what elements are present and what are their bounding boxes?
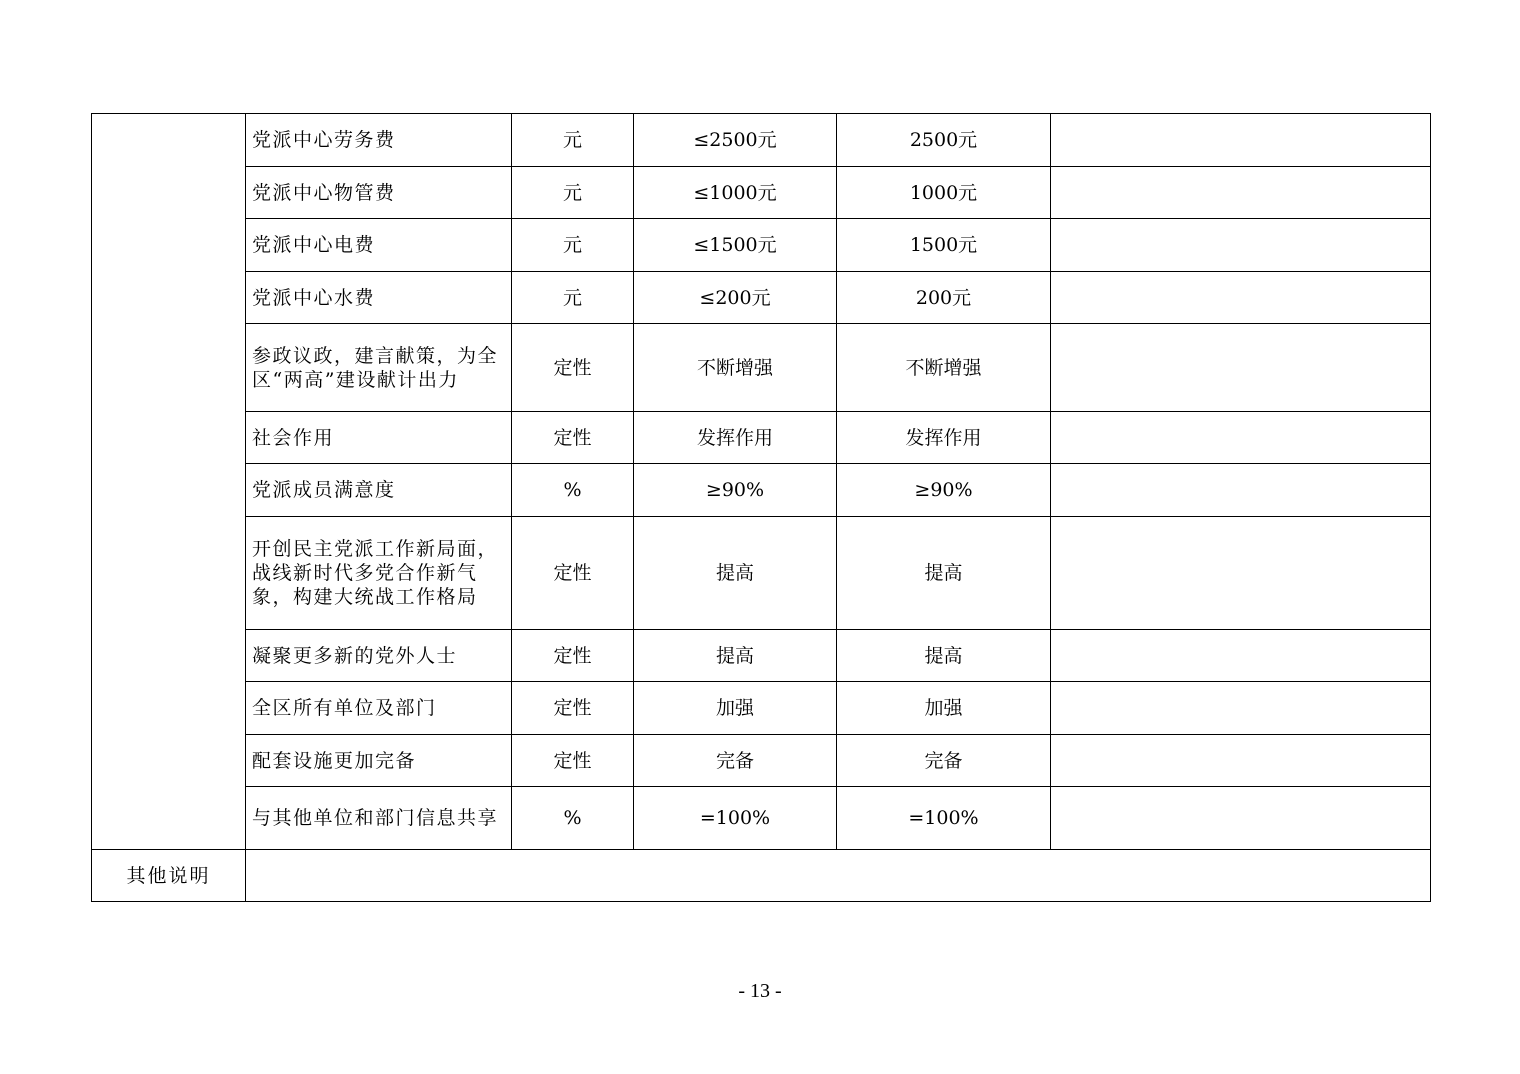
table-row — [92, 735, 1431, 787]
indicator-note — [1051, 464, 1431, 517]
table-row — [92, 272, 1431, 324]
indicator-target: ≤200元 — [634, 272, 837, 324]
indicator-unit: 元 — [512, 167, 634, 219]
indicator-unit: 定性 — [512, 324, 634, 412]
indicator-note — [1051, 167, 1431, 219]
table-row — [92, 219, 1431, 272]
indicator-unit: 定性 — [512, 735, 634, 787]
indicator-note — [1051, 324, 1431, 412]
table-row — [92, 412, 1431, 464]
indicator-note — [1051, 787, 1431, 850]
indicator-note — [1051, 219, 1431, 272]
indicator-target: ≤1000元 — [634, 167, 837, 219]
indicator-target: ≤2500元 — [634, 114, 837, 167]
indicator-name: 党派中心电费 — [246, 219, 512, 272]
indicator-unit: 元 — [512, 219, 634, 272]
indicator-actual: 2500元 — [837, 114, 1051, 167]
indicator-name: 配套设施更加完备 — [246, 735, 512, 787]
indicator-unit: 定性 — [512, 517, 634, 630]
indicator-note — [1051, 630, 1431, 682]
indicator-actual: 200元 — [837, 272, 1051, 324]
table-row — [92, 787, 1431, 850]
indicator-target: 提高 — [634, 517, 837, 630]
other-notes-label: 其他说明 — [92, 850, 246, 902]
indicator-unit: 元 — [512, 272, 634, 324]
table-row — [92, 517, 1431, 630]
indicator-unit: 定性 — [512, 412, 634, 464]
indicator-name: 参政议政，建言献策，为全区“两高”建设献计出力 — [246, 324, 512, 412]
indicator-target: ≥90% — [634, 464, 837, 517]
table-row — [92, 114, 1431, 167]
page-number: - 13 - — [738, 980, 782, 1002]
indicator-actual: =100% — [837, 787, 1051, 850]
indicator-name: 与其他单位和部门信息共享 — [246, 787, 512, 850]
indicator-name: 社会作用 — [246, 412, 512, 464]
table-row — [92, 167, 1431, 219]
indicator-target: 发挥作用 — [634, 412, 837, 464]
other-notes-row — [92, 850, 1431, 902]
indicator-unit: % — [512, 787, 634, 850]
indicator-actual: 1500元 — [837, 219, 1051, 272]
indicator-name: 开创民主党派工作新局面，战线新时代多党合作新气象，构建大统战工作格局 — [246, 517, 512, 630]
indicator-actual: 不断增强 — [837, 324, 1051, 412]
indicator-unit: 定性 — [512, 682, 634, 735]
indicator-target: 加强 — [634, 682, 837, 735]
indicator-note — [1051, 412, 1431, 464]
indicator-name: 党派中心水费 — [246, 272, 512, 324]
indicator-target: 提高 — [634, 630, 837, 682]
table-row — [92, 464, 1431, 517]
indicator-unit: % — [512, 464, 634, 517]
indicator-target: 不断增强 — [634, 324, 837, 412]
indicator-note — [1051, 114, 1431, 167]
indicator-unit: 定性 — [512, 630, 634, 682]
indicator-actual: 提高 — [837, 517, 1051, 630]
indicator-actual: 完备 — [837, 735, 1051, 787]
indicator-name: 党派中心劳务费 — [246, 114, 512, 167]
indicator-actual: 加强 — [837, 682, 1051, 735]
indicator-actual: 提高 — [837, 630, 1051, 682]
indicator-target: =100% — [634, 787, 837, 850]
table-row — [92, 630, 1431, 682]
indicator-note — [1051, 517, 1431, 630]
indicator-actual: 发挥作用 — [837, 412, 1051, 464]
other-notes-value — [246, 850, 1431, 902]
indicator-name: 党派中心物管费 — [246, 167, 512, 219]
indicator-note — [1051, 682, 1431, 735]
indicator-target: 完备 — [634, 735, 837, 787]
indicator-unit: 元 — [512, 114, 634, 167]
indicator-name: 凝聚更多新的党外人士 — [246, 630, 512, 682]
indicator-actual: 1000元 — [837, 167, 1051, 219]
performance-table — [91, 113, 1431, 902]
table-row — [92, 682, 1431, 735]
indicator-actual: ≥90% — [837, 464, 1051, 517]
indicator-name: 党派成员满意度 — [246, 464, 512, 517]
indicator-target: ≤1500元 — [634, 219, 837, 272]
indicator-note — [1051, 272, 1431, 324]
merged-category-cell — [92, 114, 246, 850]
indicator-note — [1051, 735, 1431, 787]
indicator-name: 全区所有单位及部门 — [246, 682, 512, 735]
table-row — [92, 324, 1431, 412]
